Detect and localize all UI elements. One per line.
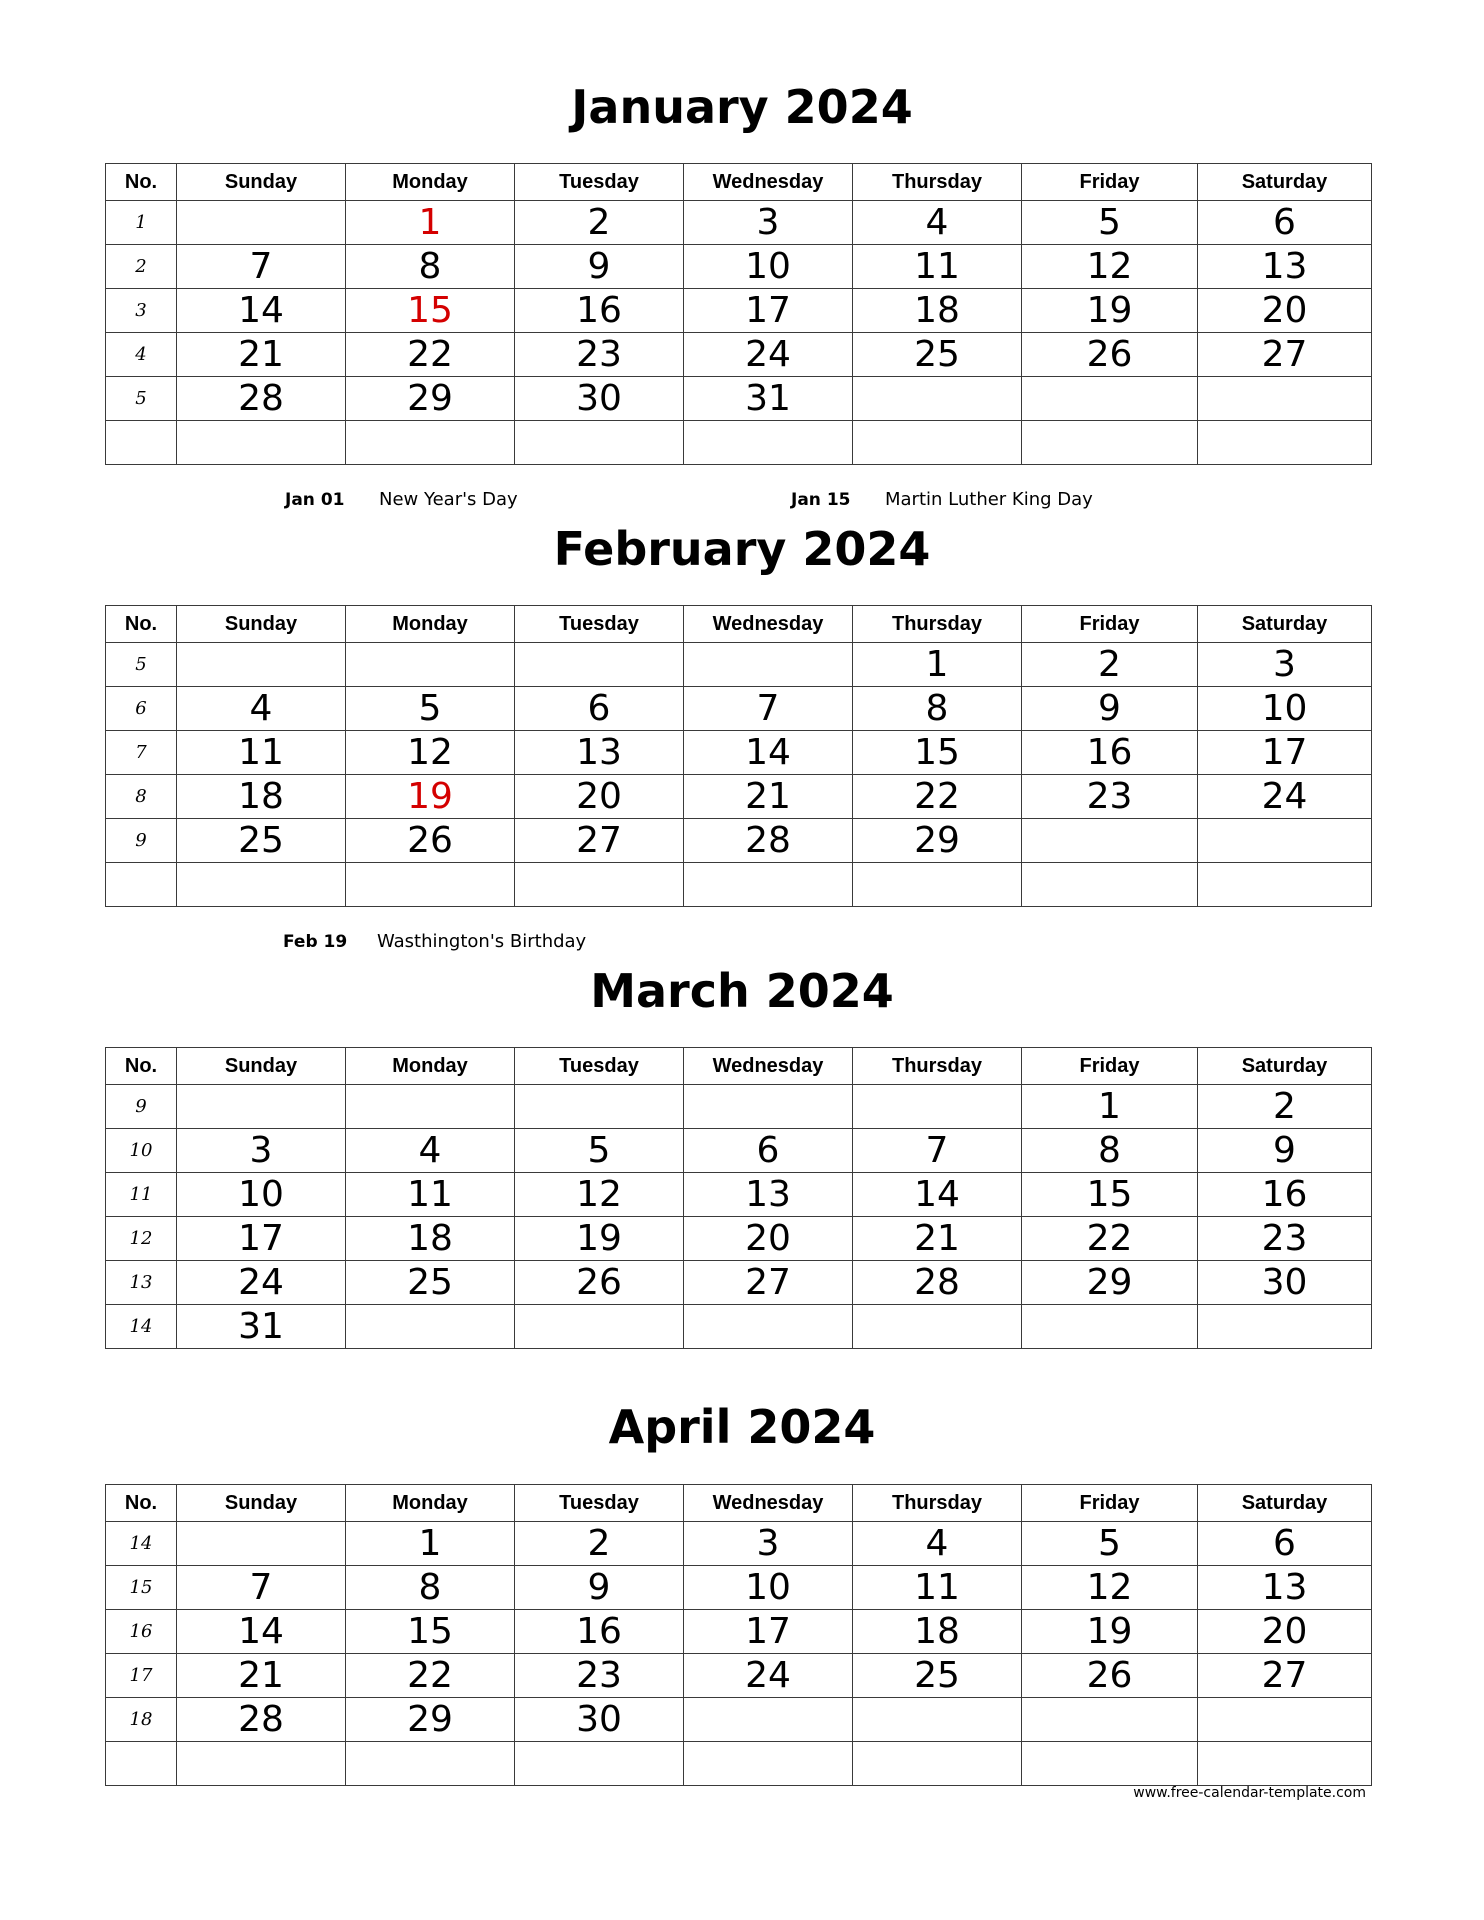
footer-url: www.free-calendar-template.com	[1133, 1785, 1366, 1801]
day-cell	[1022, 1742, 1198, 1786]
day-cell: 28	[853, 1261, 1022, 1305]
weekday-header: Sunday	[177, 1048, 346, 1085]
week-number: 13	[106, 1261, 177, 1305]
weekday-header: Saturday	[1198, 1485, 1372, 1522]
day-cell: 14	[177, 1610, 346, 1654]
week-number: 6	[106, 687, 177, 731]
day-cell: 5	[1022, 1522, 1198, 1566]
header-row	[106, 606, 1372, 643]
week-number: 10	[106, 1129, 177, 1173]
day-cell: 21	[684, 775, 853, 819]
week-row	[106, 1698, 1372, 1742]
day-cell: 24	[684, 1654, 853, 1698]
day-cell	[515, 1742, 684, 1786]
week-row	[106, 863, 1372, 907]
day-cell: 23	[515, 1654, 684, 1698]
day-cell: 17	[684, 289, 853, 333]
week-number: 16	[106, 1610, 177, 1654]
week-row	[106, 1522, 1372, 1566]
day-cell: 10	[1198, 687, 1372, 731]
day-cell: 23	[515, 333, 684, 377]
day-cell: 10	[177, 1173, 346, 1217]
day-cell: 14	[853, 1173, 1022, 1217]
day-cell: 11	[346, 1173, 515, 1217]
day-cell: 7	[177, 1566, 346, 1610]
day-cell: 3	[684, 201, 853, 245]
day-cell: 6	[684, 1129, 853, 1173]
week-number: 5	[106, 377, 177, 421]
day-cell: 25	[177, 819, 346, 863]
day-cell: 19	[1022, 289, 1198, 333]
day-cell	[1198, 1742, 1372, 1786]
day-cell	[1198, 377, 1372, 421]
day-cell: 21	[853, 1217, 1022, 1261]
calendar-table-february	[105, 605, 1372, 907]
week-row	[106, 775, 1372, 819]
day-cell	[346, 1742, 515, 1786]
day-cell: 5	[515, 1129, 684, 1173]
day-cell: 12	[1022, 245, 1198, 289]
day-cell: 20	[1198, 289, 1372, 333]
day-cell	[515, 863, 684, 907]
day-cell: 13	[1198, 245, 1372, 289]
weekday-header: Thursday	[853, 606, 1022, 643]
weekday-header: Wednesday	[684, 1048, 853, 1085]
week-number: 14	[106, 1522, 177, 1566]
day-cell: 24	[177, 1261, 346, 1305]
day-cell: 18	[853, 1610, 1022, 1654]
holiday-name: New Year's Day	[379, 489, 518, 510]
weekday-header: Thursday	[853, 1048, 1022, 1085]
day-cell: 2	[515, 1522, 684, 1566]
day-cell	[684, 863, 853, 907]
day-cell: 16	[515, 1610, 684, 1654]
header-row	[106, 164, 1372, 201]
day-cell: 15	[1022, 1173, 1198, 1217]
day-cell: 26	[346, 819, 515, 863]
day-cell	[853, 863, 1022, 907]
week-number: 11	[106, 1173, 177, 1217]
day-cell: 8	[1022, 1129, 1198, 1173]
week-row	[106, 731, 1372, 775]
day-cell: 13	[684, 1173, 853, 1217]
day-cell: 2	[1022, 643, 1198, 687]
day-cell	[515, 1305, 684, 1349]
day-cell: 5	[1022, 201, 1198, 245]
weekday-header: Wednesday	[684, 1485, 853, 1522]
day-cell	[177, 201, 346, 245]
day-cell: 3	[1198, 643, 1372, 687]
day-cell: 16	[1198, 1173, 1372, 1217]
weekday-header: Friday	[1022, 1485, 1198, 1522]
day-cell: 27	[684, 1261, 853, 1305]
week-row	[106, 1566, 1372, 1610]
day-cell: 15	[346, 289, 515, 333]
day-cell: 12	[515, 1173, 684, 1217]
day-cell	[684, 643, 853, 687]
day-cell	[853, 1742, 1022, 1786]
week-row	[106, 421, 1372, 465]
day-cell: 1	[346, 201, 515, 245]
week-row	[106, 1085, 1372, 1129]
day-cell	[853, 1085, 1022, 1129]
week-row	[106, 289, 1372, 333]
day-cell: 4	[853, 201, 1022, 245]
day-cell	[853, 377, 1022, 421]
day-cell: 3	[177, 1129, 346, 1173]
day-cell	[684, 1305, 853, 1349]
day-cell	[853, 1305, 1022, 1349]
day-cell: 19	[346, 775, 515, 819]
week-number: 5	[106, 643, 177, 687]
day-cell: 6	[1198, 1522, 1372, 1566]
day-cell: 9	[1198, 1129, 1372, 1173]
week-number-header: No.	[106, 1048, 177, 1085]
weekday-header: Friday	[1022, 1048, 1198, 1085]
day-cell: 11	[853, 1566, 1022, 1610]
day-cell: 22	[853, 775, 1022, 819]
day-cell: 4	[853, 1522, 1022, 1566]
day-cell: 21	[177, 333, 346, 377]
calendar-table-january	[105, 163, 1372, 465]
week-number	[106, 1742, 177, 1786]
day-cell: 20	[515, 775, 684, 819]
week-row	[106, 1654, 1372, 1698]
week-number: 18	[106, 1698, 177, 1742]
day-cell: 17	[1198, 731, 1372, 775]
day-cell: 30	[1198, 1261, 1372, 1305]
day-cell	[177, 1742, 346, 1786]
day-cell: 12	[1022, 1566, 1198, 1610]
calendar-table-april	[105, 1484, 1372, 1786]
weekday-header: Saturday	[1198, 606, 1372, 643]
day-cell: 8	[853, 687, 1022, 731]
week-row	[106, 1261, 1372, 1305]
day-cell: 28	[684, 819, 853, 863]
weekday-header: Tuesday	[515, 606, 684, 643]
day-cell: 6	[1198, 201, 1372, 245]
day-cell: 2	[1198, 1085, 1372, 1129]
holiday-item	[283, 931, 586, 952]
day-cell: 10	[684, 1566, 853, 1610]
week-number: 17	[106, 1654, 177, 1698]
day-cell: 8	[346, 1566, 515, 1610]
day-cell: 12	[346, 731, 515, 775]
day-cell	[1198, 819, 1372, 863]
day-cell: 14	[177, 289, 346, 333]
day-cell: 8	[346, 245, 515, 289]
day-cell: 20	[1198, 1610, 1372, 1654]
day-cell	[346, 643, 515, 687]
day-cell: 19	[1022, 1610, 1198, 1654]
month-title: February 2024	[553, 522, 931, 576]
day-cell	[346, 1305, 515, 1349]
week-row	[106, 1173, 1372, 1217]
day-cell: 26	[1022, 1654, 1198, 1698]
day-cell: 29	[853, 819, 1022, 863]
day-cell: 28	[177, 1698, 346, 1742]
day-cell	[1022, 421, 1198, 465]
weekday-header: Friday	[1022, 164, 1198, 201]
day-cell: 22	[1022, 1217, 1198, 1261]
day-cell: 1	[1022, 1085, 1198, 1129]
weekday-header: Tuesday	[515, 164, 684, 201]
week-number: 14	[106, 1305, 177, 1349]
day-cell	[177, 643, 346, 687]
day-cell: 28	[177, 377, 346, 421]
week-number: 8	[106, 775, 177, 819]
day-cell: 26	[515, 1261, 684, 1305]
week-row	[106, 1217, 1372, 1261]
holiday-date: Feb 19	[283, 932, 348, 952]
day-cell: 25	[853, 333, 1022, 377]
holiday-list-january	[0, 489, 1484, 513]
day-cell: 27	[1198, 1654, 1372, 1698]
day-cell: 13	[515, 731, 684, 775]
day-cell: 9	[515, 245, 684, 289]
day-cell	[853, 421, 1022, 465]
calendar-table-march	[105, 1047, 1372, 1349]
day-cell: 13	[1198, 1566, 1372, 1610]
day-cell: 1	[346, 1522, 515, 1566]
day-cell	[1198, 421, 1372, 465]
day-cell: 21	[177, 1654, 346, 1698]
day-cell: 18	[346, 1217, 515, 1261]
day-cell: 25	[346, 1261, 515, 1305]
day-cell: 4	[346, 1129, 515, 1173]
day-cell: 31	[177, 1305, 346, 1349]
day-cell: 27	[1198, 333, 1372, 377]
day-cell	[346, 421, 515, 465]
day-cell: 4	[177, 687, 346, 731]
day-cell	[1022, 863, 1198, 907]
day-cell: 18	[853, 289, 1022, 333]
day-cell	[684, 1698, 853, 1742]
day-cell: 15	[853, 731, 1022, 775]
day-cell	[1198, 1698, 1372, 1742]
day-cell: 14	[684, 731, 853, 775]
day-cell: 7	[853, 1129, 1022, 1173]
week-row	[106, 201, 1372, 245]
day-cell: 1	[853, 643, 1022, 687]
week-number: 7	[106, 731, 177, 775]
month-title: January 2024	[571, 80, 913, 134]
week-row	[106, 643, 1372, 687]
holiday-name: Wasthington's Birthday	[377, 931, 587, 952]
day-cell	[684, 1085, 853, 1129]
day-cell	[177, 863, 346, 907]
holiday-item	[791, 489, 1093, 510]
holiday-date: Jan 15	[791, 490, 851, 510]
day-cell: 31	[684, 377, 853, 421]
week-row	[106, 1610, 1372, 1654]
weekday-header: Friday	[1022, 606, 1198, 643]
weekday-header: Saturday	[1198, 164, 1372, 201]
day-cell	[1022, 1305, 1198, 1349]
day-cell	[1198, 863, 1372, 907]
week-number: 9	[106, 1085, 177, 1129]
day-cell: 24	[1198, 775, 1372, 819]
day-cell: 5	[346, 687, 515, 731]
week-number-header: No.	[106, 606, 177, 643]
day-cell: 7	[177, 245, 346, 289]
day-cell	[177, 1522, 346, 1566]
weekday-header: Tuesday	[515, 1048, 684, 1085]
day-cell	[177, 421, 346, 465]
month-title: April 2024	[608, 1400, 876, 1454]
week-number: 12	[106, 1217, 177, 1261]
weekday-header: Thursday	[853, 1485, 1022, 1522]
holiday-date: Jan 01	[285, 490, 345, 510]
day-cell: 11	[177, 731, 346, 775]
day-cell	[346, 1085, 515, 1129]
weekday-header: Monday	[346, 1048, 515, 1085]
weekday-header: Monday	[346, 164, 515, 201]
day-cell: 29	[346, 377, 515, 421]
day-cell: 23	[1022, 775, 1198, 819]
day-cell: 7	[684, 687, 853, 731]
weekday-header: Tuesday	[515, 1485, 684, 1522]
holiday-list-february	[0, 931, 1484, 955]
weekday-header: Sunday	[177, 164, 346, 201]
week-number	[106, 421, 177, 465]
day-cell: 22	[346, 333, 515, 377]
day-cell: 9	[515, 1566, 684, 1610]
day-cell: 20	[684, 1217, 853, 1261]
day-cell: 9	[1022, 687, 1198, 731]
week-number-header: No.	[106, 1485, 177, 1522]
weekday-header: Monday	[346, 1485, 515, 1522]
week-number: 15	[106, 1566, 177, 1610]
day-cell: 27	[515, 819, 684, 863]
day-cell	[853, 1698, 1022, 1742]
day-cell: 11	[853, 245, 1022, 289]
weekday-header: Saturday	[1198, 1048, 1372, 1085]
day-cell	[515, 1085, 684, 1129]
day-cell: 26	[1022, 333, 1198, 377]
week-row	[106, 377, 1372, 421]
week-row	[106, 819, 1372, 863]
week-row	[106, 333, 1372, 377]
week-row	[106, 1742, 1372, 1786]
header-row	[106, 1485, 1372, 1522]
day-cell	[177, 1085, 346, 1129]
week-number: 4	[106, 333, 177, 377]
weekday-header: Monday	[346, 606, 515, 643]
day-cell: 30	[515, 377, 684, 421]
weekday-header: Sunday	[177, 606, 346, 643]
day-cell: 15	[346, 1610, 515, 1654]
week-row	[106, 1305, 1372, 1349]
day-cell: 17	[684, 1610, 853, 1654]
day-cell: 29	[346, 1698, 515, 1742]
week-row	[106, 687, 1372, 731]
day-cell: 30	[515, 1698, 684, 1742]
day-cell	[515, 421, 684, 465]
day-cell: 3	[684, 1522, 853, 1566]
week-number: 1	[106, 201, 177, 245]
month-title: March 2024	[590, 964, 894, 1018]
day-cell: 22	[346, 1654, 515, 1698]
day-cell	[1022, 819, 1198, 863]
week-number: 9	[106, 819, 177, 863]
day-cell: 2	[515, 201, 684, 245]
week-row	[106, 1129, 1372, 1173]
week-number-header: No.	[106, 164, 177, 201]
day-cell	[684, 1742, 853, 1786]
day-cell	[1022, 1698, 1198, 1742]
day-cell: 10	[684, 245, 853, 289]
day-cell: 19	[515, 1217, 684, 1261]
day-cell: 24	[684, 333, 853, 377]
day-cell	[346, 863, 515, 907]
day-cell: 29	[1022, 1261, 1198, 1305]
day-cell	[1022, 377, 1198, 421]
day-cell	[684, 421, 853, 465]
weekday-header: Wednesday	[684, 606, 853, 643]
day-cell: 16	[1022, 731, 1198, 775]
day-cell: 17	[177, 1217, 346, 1261]
weekday-header: Thursday	[853, 164, 1022, 201]
week-row	[106, 245, 1372, 289]
header-row	[106, 1048, 1372, 1085]
week-number	[106, 863, 177, 907]
day-cell: 16	[515, 289, 684, 333]
day-cell	[1198, 1305, 1372, 1349]
day-cell	[515, 643, 684, 687]
day-cell: 25	[853, 1654, 1022, 1698]
week-number: 3	[106, 289, 177, 333]
holiday-item	[285, 489, 518, 510]
weekday-header: Wednesday	[684, 164, 853, 201]
day-cell: 18	[177, 775, 346, 819]
holiday-name: Martin Luther King Day	[885, 489, 1093, 510]
day-cell: 23	[1198, 1217, 1372, 1261]
week-number: 2	[106, 245, 177, 289]
weekday-header: Sunday	[177, 1485, 346, 1522]
day-cell: 6	[515, 687, 684, 731]
